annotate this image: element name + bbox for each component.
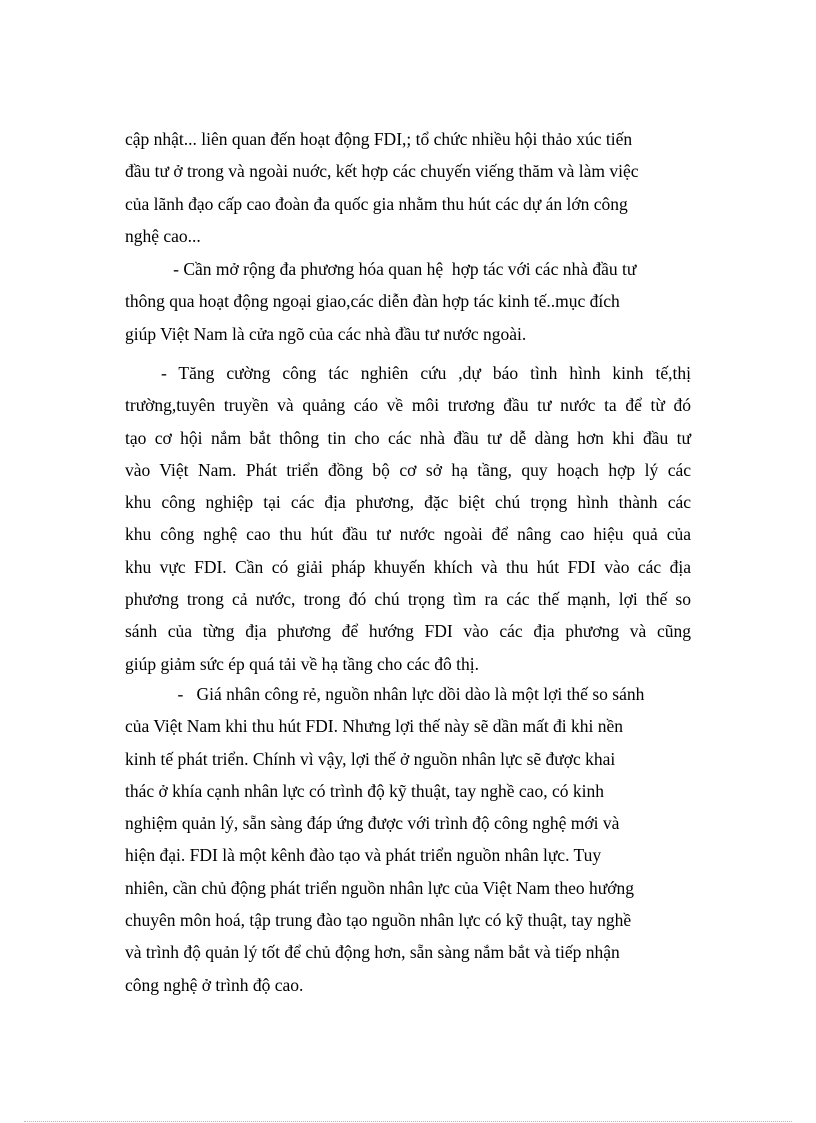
paragraph-line: - Cần mở rộng đa phương hóa quan hệ hợp tác với các nhà đầu tư xyxy=(125,259,637,279)
paragraph-line: của Việt Nam khi thu hút FDI. Nhưng lợi thế này sẽ dần mất đi khi nền xyxy=(125,716,624,737)
paragraph-line: đầu tư ở trong và ngoài nuớc, kết hợp các chuyến viếng thăm và làm việc xyxy=(125,161,639,182)
paragraph-2 xyxy=(125,253,691,350)
paragraph-line: - Giá nhân công rẻ, nguồn nhân lực dồi dào là một lợi thế so sánh xyxy=(125,684,645,704)
paragraph-line: khu công nghệ cao thu hút đầu tư nước ngoài để nâng cao hiệu quả của xyxy=(125,524,691,545)
paragraph-line: sánh của từng địa phương để hướng FDI vào các địa phương và cũng xyxy=(125,621,691,642)
paragraph-line: thông qua hoạt động ngoại giao,các diễn đàn hợp tác kinh tế..mục đích xyxy=(125,291,620,312)
paragraph-line: nghệ cao... xyxy=(125,225,201,246)
paragraph-line: nhiên, cần chủ động phát triển nguồn nhân lực của Việt Nam theo hướng xyxy=(125,877,634,898)
paragraph-line: thác ở khía cạnh nhân lực có trình độ kỹ thuật, tay nghề cao, có kinh xyxy=(125,780,604,801)
paragraph-3 xyxy=(125,357,691,680)
paragraph-line: hiện đại. FDI là một kênh đào tạo và phát triển nguồn nhân lực. Tuy xyxy=(125,845,602,866)
paragraph-line: giúp Việt Nam là cửa ngõ của các nhà đầu tư nước ngoài. xyxy=(125,323,527,344)
paragraph-line: trường,tuyên truyền và quảng cáo về môi trương đầu tư nước ta để từ đó xyxy=(125,395,691,416)
paragraph-1 xyxy=(125,123,691,252)
paragraph-line: khu công nghiệp tại các địa phương, đặc biệt chú trọng hình thành các xyxy=(125,492,691,513)
paragraph-line: cập nhật... liên quan đến hoạt động FDI,; tổ chức nhiều hội thảo xúc tiến xyxy=(125,129,633,149)
paragraph-line: - Tăng cường công tác nghiên cứu ,dự báo tình hình kinh tế,thị xyxy=(125,363,691,383)
page-bottom-divider xyxy=(24,1121,792,1122)
paragraph-line: công nghệ ở trình độ cao. xyxy=(125,974,304,995)
paragraph-line: giúp giảm sức ép quá tải về hạ tầng cho các đô thị. xyxy=(125,653,480,674)
paragraph-line: và trình độ quản lý tốt để chủ động hơn, sẵn sàng nắm bắt và tiếp nhận xyxy=(125,942,620,963)
paragraph-line: kinh tế phát triển. Chính vì vậy, lợi thế ở nguồn nhân lực sẽ được khai xyxy=(125,748,616,769)
paragraph-line: nghiệm quản lý, sẵn sàng đáp ứng được với trình độ công nghệ mới và xyxy=(125,813,620,834)
paragraph-line: khu vực FDI. Cần có giải pháp khuyến khích và thu hút FDI vào các địa xyxy=(125,556,691,577)
paragraph-line: chuyên môn hoá, tập trung đào tạo nguồn nhân lực có kỹ thuật, tay nghề xyxy=(125,910,632,931)
paragraph-4 xyxy=(125,678,691,1001)
paragraph-line: tạo cơ hội nắm bắt thông tin cho các nhà đầu tư dễ dàng hơn khi đầu tư xyxy=(125,427,691,448)
paragraph-line: phương trong cả nước, trong đó chú trọng tìm ra các thế mạnh, lợi thế so xyxy=(125,589,691,610)
paragraph-line: vào Việt Nam. Phát triển đồng bộ cơ sở hạ tầng, quy hoạch hợp lý các xyxy=(125,459,691,480)
paragraph-line: của lãnh đạo cấp cao đoàn đa quốc gia nhằm thu hút các dự án lớn công xyxy=(125,193,628,214)
